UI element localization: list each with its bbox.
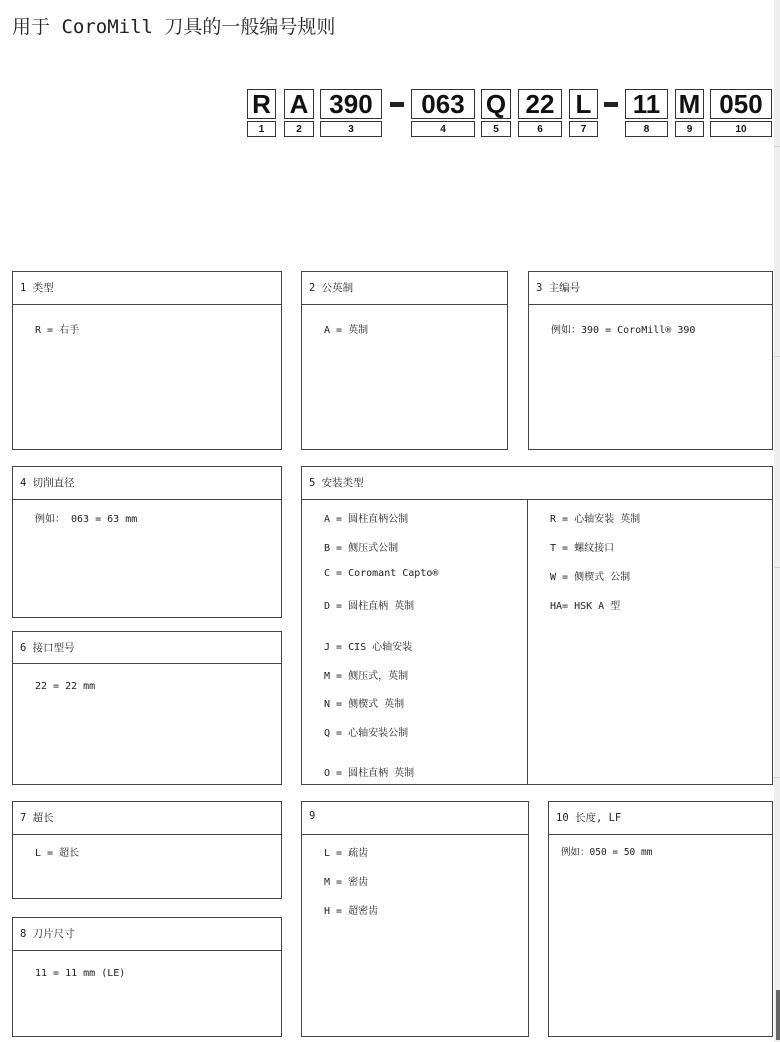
box-units	[301, 271, 508, 450]
code-letter: M	[675, 89, 704, 119]
box-line: O = 圆柱直柄 英制	[324, 768, 415, 779]
code-index: 1	[247, 121, 276, 137]
box-extra-long	[12, 801, 282, 899]
box-main-number	[528, 271, 773, 450]
code-segment-9	[675, 89, 704, 139]
code-letter: 390	[320, 89, 382, 119]
code-index: 10	[710, 121, 772, 137]
box-line: N = 侧楔式 英制	[324, 699, 405, 710]
box-line: W = 侧楔式 公制	[550, 572, 631, 583]
code-segment-7	[569, 89, 598, 139]
box-pitch	[301, 801, 529, 1037]
box-header: 4 切削直径	[13, 467, 281, 500]
code-separator-dash	[390, 102, 404, 107]
box-header: 9	[302, 802, 528, 835]
box-line: 22 = 22 mm	[35, 681, 96, 692]
code-segment-1	[247, 89, 276, 139]
code-letter: 22	[518, 89, 562, 119]
box-line: R = 右手	[35, 325, 80, 336]
box-line: D = 圆柱直柄 英制	[324, 601, 415, 612]
code-index: 6	[518, 121, 562, 137]
code-segment-3	[320, 89, 382, 139]
box-line: J = CIS 心轴安装	[324, 642, 413, 653]
box-line: R = 心轴安装 英制	[550, 514, 641, 525]
box-line: 例如：050 = 50 mm	[561, 847, 653, 858]
column-divider	[527, 500, 528, 784]
box-line: L = 疏齿	[324, 848, 369, 859]
code-index: 4	[411, 121, 475, 137]
box-header: 3 主编号	[529, 272, 772, 305]
code-segment-2	[284, 89, 314, 139]
box-header: 6 接口型号	[13, 632, 281, 664]
code-index: 9	[675, 121, 704, 137]
page-title: 用于 CoroMill 刀具的一般编号规则	[12, 16, 336, 38]
box-insert-size	[12, 917, 282, 1037]
code-separator-dash	[604, 102, 618, 107]
box-mounting-type	[301, 466, 773, 785]
code-index: 5	[481, 121, 511, 137]
box-line: L = 超长	[35, 848, 80, 859]
box-type	[12, 271, 282, 450]
box-line: C = Coromant Capto®	[324, 568, 439, 579]
page-edge	[774, 0, 780, 1042]
box-header: 7 超长	[13, 802, 281, 835]
code-letter: A	[284, 89, 314, 119]
code-index: 2	[284, 121, 314, 137]
code-letter: Q	[481, 89, 511, 119]
box-line: M = 侧压式，英制	[324, 671, 409, 682]
box-line: B = 侧压式公制	[324, 543, 399, 554]
code-index: 8	[625, 121, 668, 137]
code-letter: 050	[710, 89, 772, 119]
box-header: 5 安装类型	[302, 467, 772, 500]
code-segment-4	[411, 89, 475, 139]
box-header: 2 公英制	[302, 272, 507, 305]
code-segment-10	[710, 89, 772, 139]
box-line: 11 = 11 mm (LE)	[35, 968, 126, 979]
box-header: 1 类型	[13, 272, 281, 305]
box-line: 例如： 063 = 63 mm	[35, 514, 138, 525]
code-letter: 11	[625, 89, 668, 119]
box-line: Q = 心轴安装公制	[324, 728, 409, 739]
code-segment-6	[518, 89, 562, 139]
code-segment-5	[481, 89, 511, 139]
code-segment-8	[625, 89, 668, 139]
code-index: 3	[320, 121, 382, 137]
box-header: 8 刀片尺寸	[13, 918, 281, 951]
code-letter: L	[569, 89, 598, 119]
box-interface-size	[12, 631, 282, 785]
box-length	[548, 801, 773, 1037]
box-line: T = 螺纹接口	[550, 543, 615, 554]
box-line: M = 密齿	[324, 877, 369, 888]
box-line: H = 超密齿	[324, 906, 379, 917]
box-line: HA= HSK A 型	[550, 601, 621, 612]
box-line: 例如：390 = CoroMill® 390	[551, 325, 696, 336]
box-cutting-diameter	[12, 466, 282, 618]
box-header: 10 长度, LF	[549, 802, 772, 835]
code-letter: 063	[411, 89, 475, 119]
box-line: A = 英制	[324, 325, 369, 336]
code-index: 7	[569, 121, 598, 137]
box-line: A = 圆柱直柄公制	[324, 514, 409, 525]
code-letter: R	[247, 89, 276, 119]
